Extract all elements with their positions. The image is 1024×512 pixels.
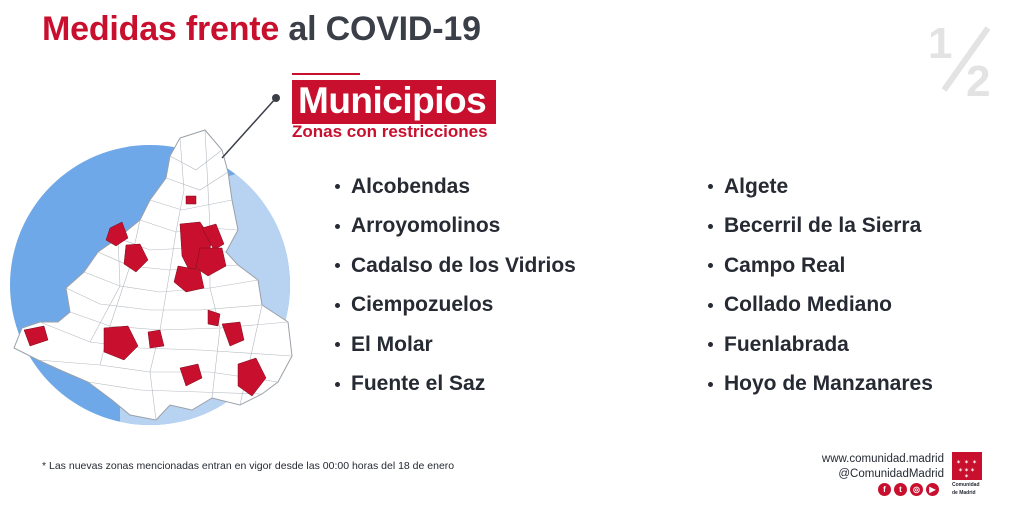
municipality-name: Becerril de la Sierra bbox=[724, 214, 922, 238]
social-icons bbox=[878, 483, 939, 496]
municipality-name: Arroyomolinos bbox=[351, 214, 501, 238]
list-item bbox=[335, 286, 576, 326]
municipality-name: Algete bbox=[724, 174, 789, 198]
instagram-icon[interactable]: ◎ bbox=[910, 483, 923, 496]
flag-icon: ✶ ✶ ✶ ✶ ✶ ✶ ✶ bbox=[952, 452, 982, 480]
madrid-region-map bbox=[0, 60, 300, 440]
list-item bbox=[335, 365, 576, 405]
page-total: 2 bbox=[966, 57, 991, 98]
bullet-icon bbox=[335, 224, 340, 229]
list-item bbox=[335, 325, 576, 365]
bullet-icon bbox=[708, 263, 713, 268]
bullet-icon bbox=[708, 224, 713, 229]
municipality-list-right bbox=[708, 167, 933, 404]
logo-name-line1: Comunidad bbox=[952, 482, 980, 488]
facebook-icon[interactable]: f bbox=[878, 483, 891, 496]
list-item bbox=[708, 207, 933, 247]
municipality-list-left bbox=[335, 167, 576, 404]
social-handle[interactable]: @ComunidadMadrid bbox=[838, 468, 944, 480]
youtube-icon[interactable]: ▶ bbox=[926, 483, 939, 496]
twitter-icon[interactable]: t bbox=[894, 483, 907, 496]
list-item bbox=[708, 286, 933, 326]
bullet-icon bbox=[708, 342, 713, 347]
bullet-icon bbox=[335, 263, 340, 268]
bullet-icon bbox=[335, 303, 340, 308]
bullet-icon bbox=[708, 303, 713, 308]
municipality-name: Fuente el Saz bbox=[351, 372, 486, 396]
page-number: 1 bbox=[928, 19, 953, 68]
footnote: * Las nuevas zonas mencionadas entran en vigor desde las 00:00 horas del 18 de enero bbox=[42, 460, 455, 472]
website-link[interactable]: www.comunidad.madrid bbox=[821, 453, 944, 465]
list-item bbox=[335, 207, 576, 247]
contact-info bbox=[822, 452, 944, 482]
list-item bbox=[708, 167, 933, 207]
comunidad-madrid-logo bbox=[952, 452, 982, 496]
bullet-icon bbox=[708, 184, 713, 189]
municipality-name: Campo Real bbox=[724, 253, 846, 277]
list-item bbox=[708, 325, 933, 365]
municipality-name: Fuenlabrada bbox=[724, 332, 849, 356]
list-item bbox=[708, 365, 933, 405]
municipality-name: Cadalso de los Vidrios bbox=[351, 253, 576, 277]
municipality-name: Collado Mediano bbox=[724, 293, 892, 317]
list-item bbox=[335, 167, 576, 207]
title-part-red: Medidas frente bbox=[42, 10, 280, 48]
callout-line bbox=[222, 98, 276, 158]
bullet-icon bbox=[335, 342, 340, 347]
bullet-icon bbox=[335, 382, 340, 387]
logo-name-line2: de Madrid bbox=[952, 490, 976, 496]
page-indicator bbox=[926, 18, 1006, 98]
list-item bbox=[335, 246, 576, 286]
municipality-name: Ciempozuelos bbox=[351, 293, 494, 317]
heading-accent-line bbox=[292, 73, 360, 75]
section-heading: Municipios bbox=[298, 80, 487, 121]
title-part-dark: al COVID-19 bbox=[288, 10, 481, 48]
municipality-name: El Molar bbox=[351, 332, 433, 356]
page-title bbox=[42, 10, 481, 49]
callout-dot bbox=[272, 94, 280, 102]
list-item bbox=[708, 246, 933, 286]
municipality-name: Hoyo de Manzanares bbox=[724, 372, 933, 396]
bullet-icon bbox=[335, 184, 340, 189]
section-subheading: Zonas con restricciones bbox=[292, 122, 488, 141]
municipality-name: Alcobendas bbox=[351, 174, 471, 198]
bullet-icon bbox=[708, 382, 713, 387]
section-heading-box bbox=[292, 80, 496, 124]
